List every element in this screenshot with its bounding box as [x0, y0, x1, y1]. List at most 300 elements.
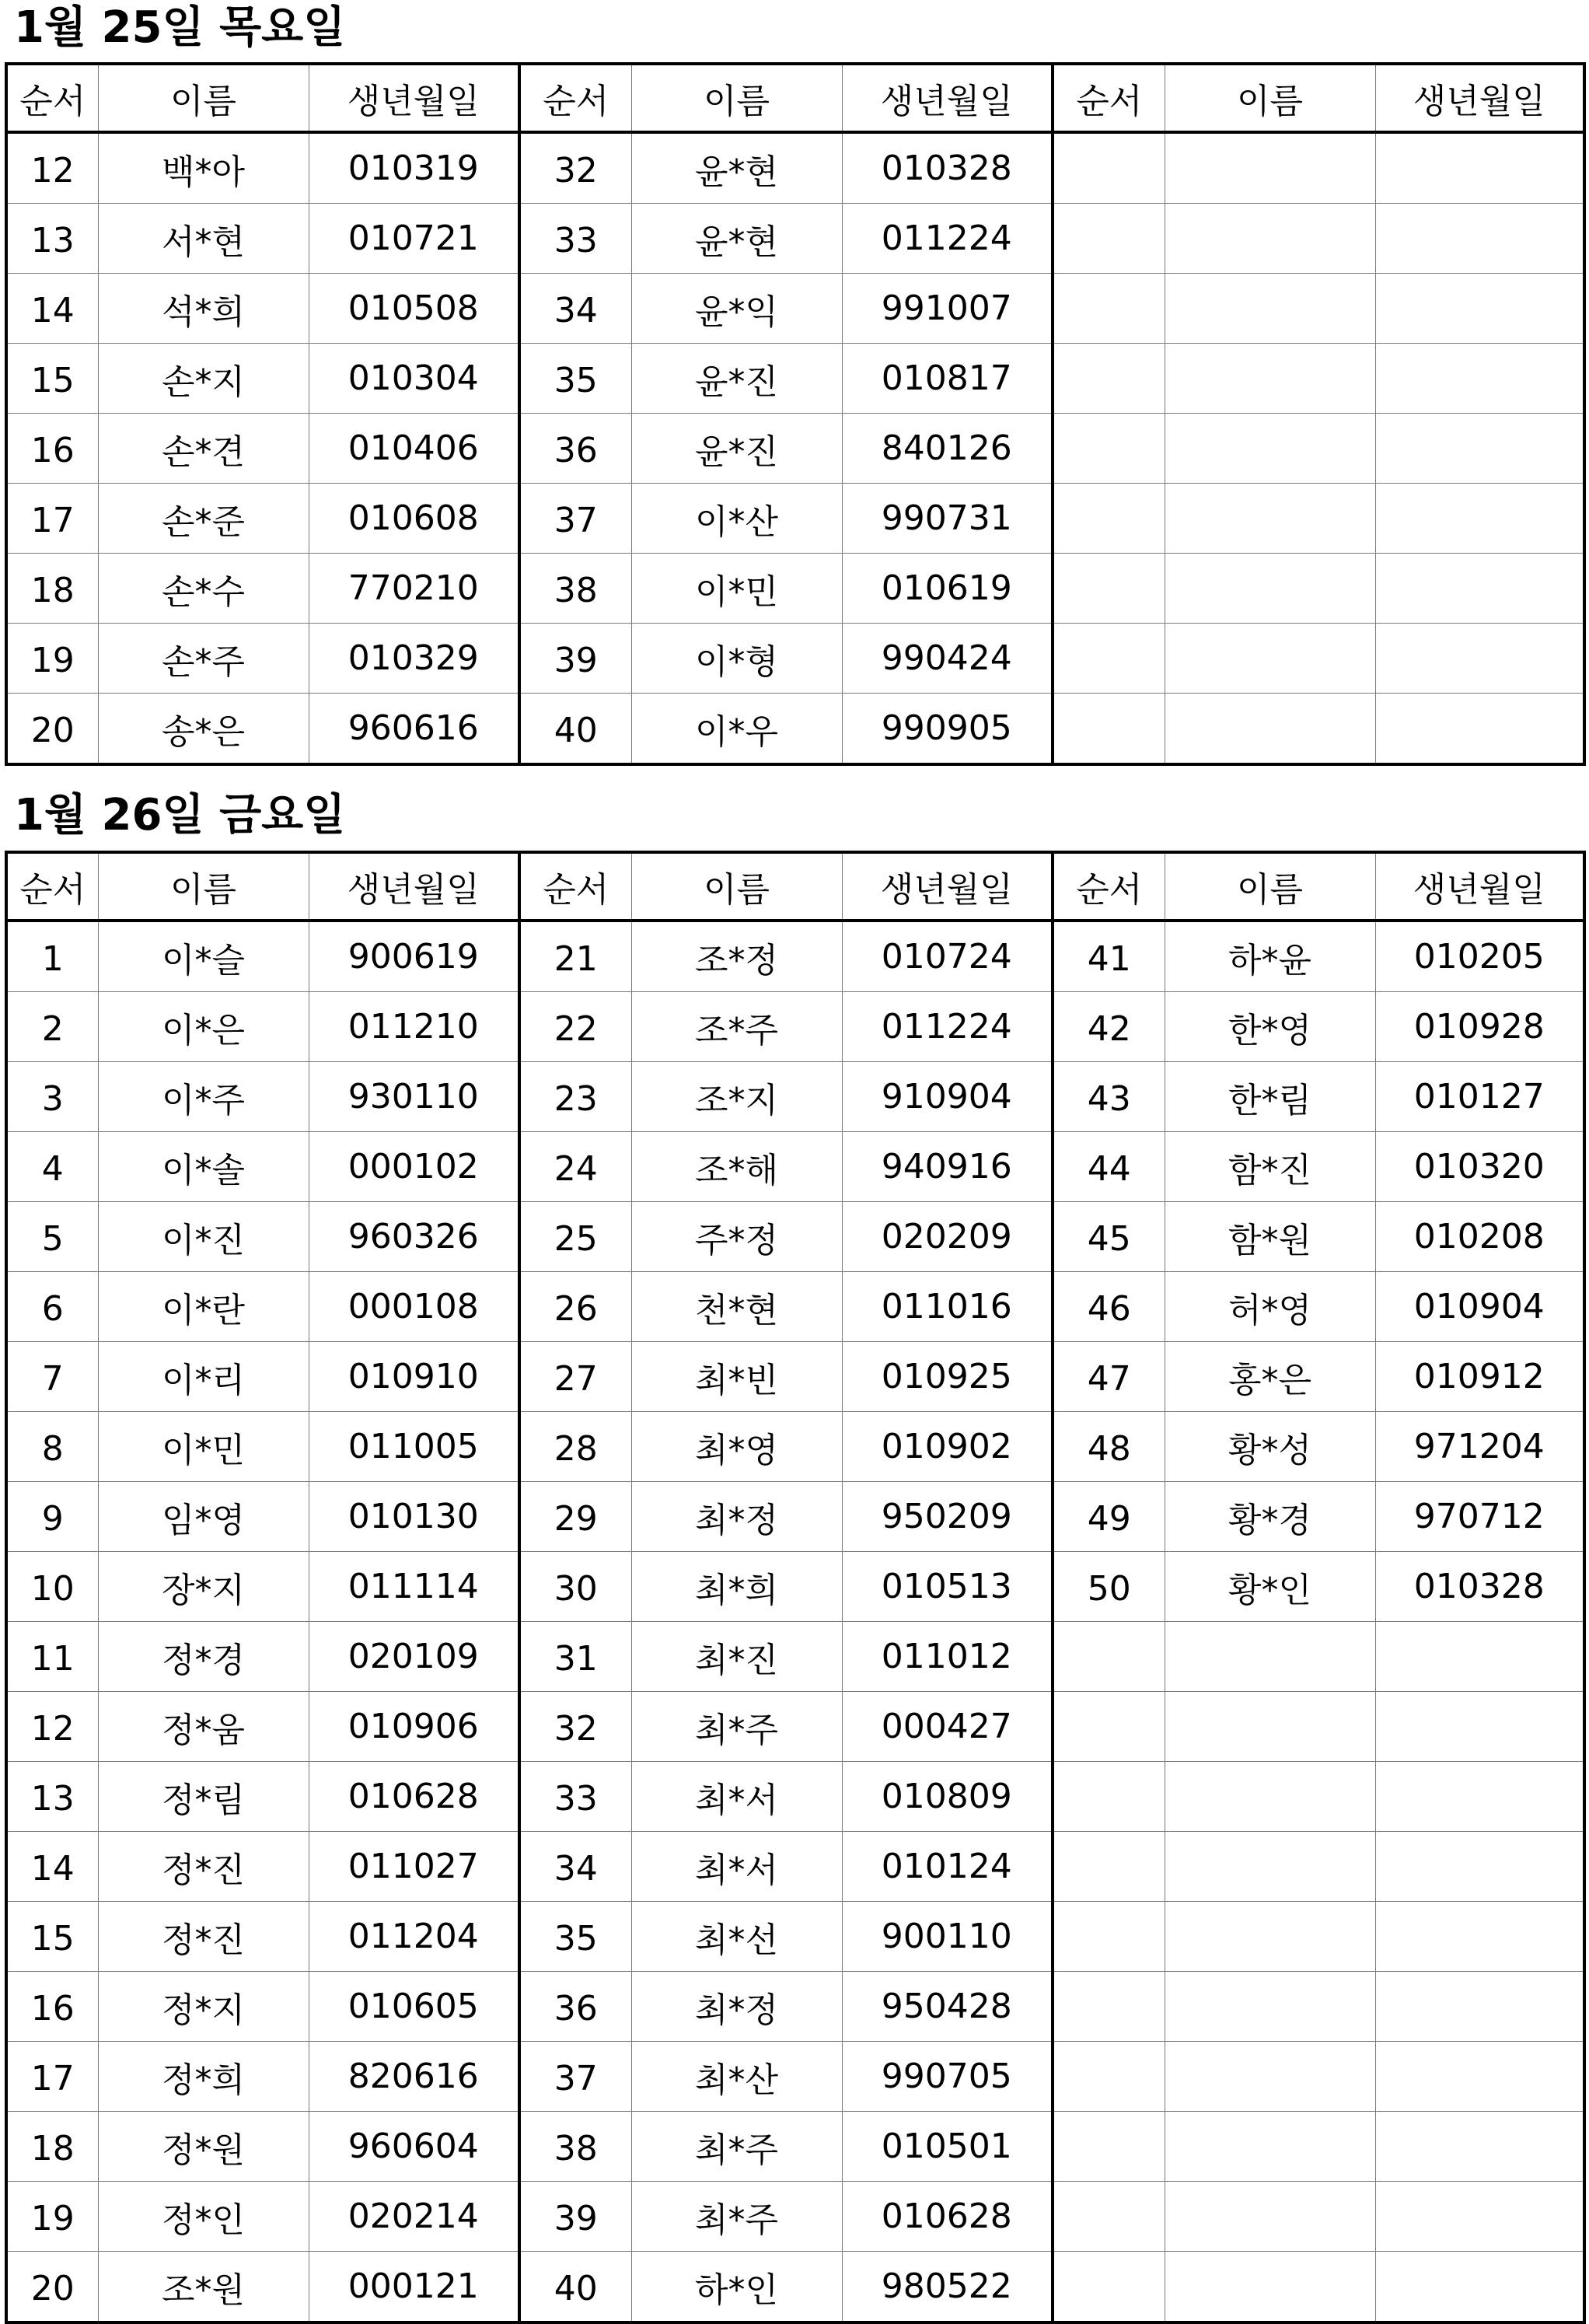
- name-cell: 윤*현: [631, 132, 842, 204]
- order-cell: 18: [6, 2112, 98, 2182]
- order-cell: [1053, 204, 1165, 274]
- birthdate-cell: 010817: [842, 344, 1053, 414]
- birthdate-cell: 010329: [309, 624, 519, 694]
- name-cell: [1165, 1832, 1375, 1902]
- order-header: 순서: [6, 852, 98, 921]
- table-row: [6, 1692, 1584, 1762]
- birthdate-cell: 011005: [309, 1412, 519, 1482]
- birthdate-cell: [1375, 1972, 1584, 2042]
- name-cell: 손*준: [98, 484, 309, 554]
- order-cell: 30: [519, 1552, 631, 1622]
- birthdate-header: 생년월일: [1375, 852, 1584, 921]
- name-cell: 윤*진: [631, 414, 842, 484]
- order-cell: 44: [1053, 1132, 1165, 1202]
- order-cell: 36: [519, 414, 631, 484]
- birthdate-cell: 011114: [309, 1552, 519, 1622]
- name-cell: 조*원: [98, 2252, 309, 2323]
- birthdate-cell: [1375, 2042, 1584, 2112]
- birthdate-cell: 010605: [309, 1972, 519, 2042]
- table-row: [6, 554, 1584, 624]
- name-cell: 정*진: [98, 1902, 309, 1972]
- table-row: [6, 1552, 1584, 1622]
- name-cell: 조*정: [631, 921, 842, 992]
- birthdate-cell: 010721: [309, 204, 519, 274]
- name-cell: 이*진: [98, 1202, 309, 1272]
- order-cell: 33: [519, 204, 631, 274]
- table-row: [6, 1272, 1584, 1342]
- birthdate-cell: 990424: [842, 624, 1053, 694]
- name-cell: 정*지: [98, 1972, 309, 2042]
- order-cell: 19: [6, 2182, 98, 2252]
- order-cell: 39: [519, 2182, 631, 2252]
- birthdate-cell: [1375, 694, 1584, 765]
- roster-table-jan-26: [5, 851, 1586, 2324]
- name-cell: [1165, 344, 1375, 414]
- name-cell: [1165, 132, 1375, 204]
- order-cell: 38: [519, 2112, 631, 2182]
- birthdate-cell: 990731: [842, 484, 1053, 554]
- birthdate-cell: 010328: [1375, 1552, 1584, 1622]
- order-cell: [1053, 344, 1165, 414]
- order-cell: 35: [519, 344, 631, 414]
- name-cell: 한*림: [1165, 1062, 1375, 1132]
- name-cell: [1165, 204, 1375, 274]
- birthdate-cell: [1375, 1692, 1584, 1762]
- order-cell: [1053, 1972, 1165, 2042]
- order-cell: 49: [1053, 1482, 1165, 1552]
- birthdate-cell: [1375, 2112, 1584, 2182]
- name-cell: 최*주: [631, 2112, 842, 2182]
- order-cell: 19: [6, 624, 98, 694]
- name-cell: 정*인: [98, 2182, 309, 2252]
- name-cell: [1165, 414, 1375, 484]
- table-row: [6, 1972, 1584, 2042]
- birthdate-cell: 010205: [1375, 921, 1584, 992]
- birthdate-cell: [1375, 132, 1584, 204]
- birthdate-cell: [1375, 624, 1584, 694]
- birthdate-cell: 010902: [842, 1412, 1053, 1482]
- order-cell: [1053, 1622, 1165, 1692]
- order-cell: [1053, 2112, 1165, 2182]
- order-cell: 40: [519, 2252, 631, 2323]
- name-cell: 최*주: [631, 2182, 842, 2252]
- name-cell: 서*현: [98, 204, 309, 274]
- birthdate-cell: [1375, 344, 1584, 414]
- order-cell: [1053, 274, 1165, 344]
- birthdate-cell: 010904: [1375, 1272, 1584, 1342]
- table-row: [6, 1902, 1584, 1972]
- name-cell: [1165, 1902, 1375, 1972]
- day-title-jan-26: 1월 26일 금요일: [14, 790, 346, 840]
- birthdate-header: 생년월일: [842, 852, 1053, 921]
- table-row: [6, 1342, 1584, 1412]
- order-header: 순서: [519, 64, 631, 132]
- birthdate-cell: [1375, 2182, 1584, 2252]
- order-cell: 33: [519, 1762, 631, 1832]
- birthdate-cell: 991007: [842, 274, 1053, 344]
- name-cell: 한*영: [1165, 992, 1375, 1062]
- name-cell: 조*지: [631, 1062, 842, 1132]
- order-cell: 17: [6, 2042, 98, 2112]
- name-cell: 백*아: [98, 132, 309, 204]
- birthdate-cell: 010127: [1375, 1062, 1584, 1132]
- order-cell: [1053, 2182, 1165, 2252]
- order-cell: 12: [6, 132, 98, 204]
- order-cell: 4: [6, 1132, 98, 1202]
- table-row: [6, 1622, 1584, 1692]
- order-cell: [1053, 624, 1165, 694]
- table-row: [6, 1412, 1584, 1482]
- order-cell: 37: [519, 484, 631, 554]
- order-header: 순서: [519, 852, 631, 921]
- order-cell: 31: [519, 1622, 631, 1692]
- order-cell: 10: [6, 1552, 98, 1622]
- order-cell: [1053, 1762, 1165, 1832]
- order-cell: 32: [519, 1692, 631, 1762]
- birthdate-header: 생년월일: [842, 64, 1053, 132]
- birthdate-cell: 010508: [309, 274, 519, 344]
- table-row: [6, 1202, 1584, 1272]
- birthdate-cell: 930110: [309, 1062, 519, 1132]
- table-row: [6, 1832, 1584, 1902]
- name-header: 이름: [631, 852, 842, 921]
- birthdate-cell: 011224: [842, 992, 1053, 1062]
- name-cell: 이*민: [98, 1412, 309, 1482]
- table-row: [6, 2252, 1584, 2323]
- name-cell: 송*은: [98, 694, 309, 765]
- name-header: 이름: [1165, 852, 1375, 921]
- birthdate-cell: 010628: [309, 1762, 519, 1832]
- birthdate-cell: 000121: [309, 2252, 519, 2323]
- birthdate-cell: 010906: [309, 1692, 519, 1762]
- name-cell: 최*진: [631, 1622, 842, 1692]
- table-row: [6, 2112, 1584, 2182]
- name-cell: 하*인: [631, 2252, 842, 2323]
- birthdate-cell: 840126: [842, 414, 1053, 484]
- birthdate-cell: [1375, 554, 1584, 624]
- name-cell: 윤*현: [631, 204, 842, 274]
- table-row: [6, 1482, 1584, 1552]
- name-cell: 황*인: [1165, 1552, 1375, 1622]
- table-row: [6, 204, 1584, 274]
- order-cell: 25: [519, 1202, 631, 1272]
- order-cell: 8: [6, 1412, 98, 1482]
- order-cell: 11: [6, 1622, 98, 1692]
- order-cell: 37: [519, 2042, 631, 2112]
- birthdate-cell: 010130: [309, 1482, 519, 1552]
- name-cell: 최*서: [631, 1762, 842, 1832]
- birthdate-cell: 900110: [842, 1902, 1053, 1972]
- order-cell: 38: [519, 554, 631, 624]
- name-cell: [1165, 624, 1375, 694]
- name-cell: 손*견: [98, 414, 309, 484]
- order-cell: 48: [1053, 1412, 1165, 1482]
- table-row: [6, 414, 1584, 484]
- birthdate-cell: 010809: [842, 1762, 1053, 1832]
- birthdate-cell: 011224: [842, 204, 1053, 274]
- name-cell: 이*형: [631, 624, 842, 694]
- order-cell: 14: [6, 1832, 98, 1902]
- birthdate-cell: 010208: [1375, 1202, 1584, 1272]
- order-cell: 36: [519, 1972, 631, 2042]
- name-cell: 이*우: [631, 694, 842, 765]
- name-cell: 임*영: [98, 1482, 309, 1552]
- order-header: 순서: [1053, 64, 1165, 132]
- birthdate-cell: 010319: [309, 132, 519, 204]
- name-cell: 최*영: [631, 1412, 842, 1482]
- birthdate-header: 생년월일: [309, 64, 519, 132]
- name-cell: 정*림: [98, 1762, 309, 1832]
- birthdate-cell: 820616: [309, 2042, 519, 2112]
- name-cell: 함*진: [1165, 1132, 1375, 1202]
- order-cell: 13: [6, 204, 98, 274]
- order-header: 순서: [6, 64, 98, 132]
- order-cell: 7: [6, 1342, 98, 1412]
- table-row: [6, 694, 1584, 765]
- name-cell: [1165, 1622, 1375, 1692]
- birthdate-cell: 010320: [1375, 1132, 1584, 1202]
- order-cell: 40: [519, 694, 631, 765]
- order-cell: 14: [6, 274, 98, 344]
- order-cell: 21: [519, 921, 631, 992]
- table-row: [6, 2042, 1584, 2112]
- name-cell: 손*수: [98, 554, 309, 624]
- name-cell: 이*산: [631, 484, 842, 554]
- order-header: 순서: [1053, 852, 1165, 921]
- order-cell: 23: [519, 1062, 631, 1132]
- order-cell: 28: [519, 1412, 631, 1482]
- birthdate-cell: 970712: [1375, 1482, 1584, 1552]
- name-cell: 윤*익: [631, 274, 842, 344]
- order-cell: 16: [6, 1972, 98, 2042]
- birthdate-cell: 010910: [309, 1342, 519, 1412]
- name-cell: 정*경: [98, 1622, 309, 1692]
- order-cell: [1053, 2042, 1165, 2112]
- birthdate-cell: 900619: [309, 921, 519, 992]
- name-cell: 최*주: [631, 1692, 842, 1762]
- birthdate-cell: 000427: [842, 1692, 1053, 1762]
- table-row: [6, 132, 1584, 204]
- birthdate-cell: 010724: [842, 921, 1053, 992]
- birthdate-cell: 020109: [309, 1622, 519, 1692]
- name-cell: 최*선: [631, 1902, 842, 1972]
- order-cell: 20: [6, 694, 98, 765]
- day-title-jan-25: 1월 25일 목요일: [14, 2, 346, 53]
- order-cell: [1053, 2252, 1165, 2323]
- order-cell: 45: [1053, 1202, 1165, 1272]
- order-cell: 9: [6, 1482, 98, 1552]
- order-cell: 32: [519, 132, 631, 204]
- table-row: [6, 992, 1584, 1062]
- birthdate-cell: [1375, 1762, 1584, 1832]
- order-cell: 34: [519, 1832, 631, 1902]
- name-cell: 정*원: [98, 2112, 309, 2182]
- name-cell: [1165, 1972, 1375, 2042]
- name-header: 이름: [98, 64, 309, 132]
- name-cell: 이*란: [98, 1272, 309, 1342]
- birthdate-cell: 011012: [842, 1622, 1053, 1692]
- birthdate-cell: 010513: [842, 1552, 1053, 1622]
- order-cell: 2: [6, 992, 98, 1062]
- table-row: [6, 1132, 1584, 1202]
- birthdate-cell: 011027: [309, 1832, 519, 1902]
- name-cell: 정*움: [98, 1692, 309, 1762]
- birthdate-cell: 980522: [842, 2252, 1053, 2323]
- order-cell: 34: [519, 274, 631, 344]
- birthdate-cell: 960604: [309, 2112, 519, 2182]
- name-cell: 주*정: [631, 1202, 842, 1272]
- order-cell: 18: [6, 554, 98, 624]
- order-cell: 12: [6, 1692, 98, 1762]
- name-cell: 함*원: [1165, 1202, 1375, 1272]
- name-cell: 최*정: [631, 1972, 842, 2042]
- table-row: [6, 344, 1584, 414]
- birthdate-cell: 020214: [309, 2182, 519, 2252]
- birthdate-cell: [1375, 1832, 1584, 1902]
- name-cell: 정*진: [98, 1832, 309, 1902]
- birthdate-cell: [1375, 2252, 1584, 2323]
- birthdate-cell: 910904: [842, 1062, 1053, 1132]
- birthdate-cell: 010925: [842, 1342, 1053, 1412]
- order-cell: [1053, 694, 1165, 765]
- name-cell: 최*빈: [631, 1342, 842, 1412]
- table-row: [6, 624, 1584, 694]
- header-row: [6, 64, 1584, 132]
- name-cell: 조*해: [631, 1132, 842, 1202]
- name-cell: 이*솔: [98, 1132, 309, 1202]
- name-cell: [1165, 1762, 1375, 1832]
- birthdate-cell: [1375, 274, 1584, 344]
- order-cell: 24: [519, 1132, 631, 1202]
- birthdate-cell: 010304: [309, 344, 519, 414]
- name-cell: [1165, 694, 1375, 765]
- birthdate-cell: 011016: [842, 1272, 1053, 1342]
- order-cell: [1053, 414, 1165, 484]
- birthdate-cell: [1375, 204, 1584, 274]
- birthdate-header: 생년월일: [309, 852, 519, 921]
- order-cell: 3: [6, 1062, 98, 1132]
- birthdate-cell: 010328: [842, 132, 1053, 204]
- name-cell: 이*리: [98, 1342, 309, 1412]
- birthdate-cell: 010124: [842, 1832, 1053, 1902]
- birthdate-cell: [1375, 1902, 1584, 1972]
- birthdate-cell: 020209: [842, 1202, 1053, 1272]
- order-cell: 22: [519, 992, 631, 1062]
- birthdate-header: 생년월일: [1375, 64, 1584, 132]
- birthdate-cell: 010928: [1375, 992, 1584, 1062]
- name-cell: 석*희: [98, 274, 309, 344]
- name-cell: [1165, 2042, 1375, 2112]
- birthdate-cell: 010619: [842, 554, 1053, 624]
- order-cell: 16: [6, 414, 98, 484]
- name-cell: [1165, 2182, 1375, 2252]
- name-cell: 이*주: [98, 1062, 309, 1132]
- name-header: 이름: [631, 64, 842, 132]
- name-cell: 정*희: [98, 2042, 309, 2112]
- name-cell: [1165, 484, 1375, 554]
- order-cell: 47: [1053, 1342, 1165, 1412]
- birthdate-cell: 011204: [309, 1902, 519, 1972]
- name-cell: 천*현: [631, 1272, 842, 1342]
- birthdate-cell: 990705: [842, 2042, 1053, 2112]
- name-cell: 최*서: [631, 1832, 842, 1902]
- birthdate-cell: 990905: [842, 694, 1053, 765]
- name-header: 이름: [1165, 64, 1375, 132]
- birthdate-cell: 770210: [309, 554, 519, 624]
- order-cell: 29: [519, 1482, 631, 1552]
- name-cell: [1165, 554, 1375, 624]
- order-cell: 20: [6, 2252, 98, 2323]
- birthdate-cell: 010501: [842, 2112, 1053, 2182]
- order-cell: 1: [6, 921, 98, 992]
- birthdate-cell: 960326: [309, 1202, 519, 1272]
- order-cell: 5: [6, 1202, 98, 1272]
- birthdate-cell: 971204: [1375, 1412, 1584, 1482]
- birthdate-cell: 010406: [309, 414, 519, 484]
- birthdate-cell: 000108: [309, 1272, 519, 1342]
- roster-table-jan-25: [5, 62, 1586, 766]
- order-cell: 35: [519, 1902, 631, 1972]
- birthdate-cell: [1375, 484, 1584, 554]
- order-cell: 6: [6, 1272, 98, 1342]
- name-cell: 허*영: [1165, 1272, 1375, 1342]
- name-cell: 이*민: [631, 554, 842, 624]
- name-header: 이름: [98, 852, 309, 921]
- name-cell: 황*성: [1165, 1412, 1375, 1482]
- order-cell: [1053, 1832, 1165, 1902]
- order-cell: 27: [519, 1342, 631, 1412]
- name-cell: [1165, 1692, 1375, 1762]
- name-cell: 윤*진: [631, 344, 842, 414]
- order-cell: 17: [6, 484, 98, 554]
- name-cell: [1165, 274, 1375, 344]
- order-cell: 42: [1053, 992, 1165, 1062]
- name-cell: 손*지: [98, 344, 309, 414]
- table-row: [6, 484, 1584, 554]
- name-cell: 최*정: [631, 1482, 842, 1552]
- name-cell: [1165, 2252, 1375, 2323]
- birthdate-cell: 010608: [309, 484, 519, 554]
- order-cell: 46: [1053, 1272, 1165, 1342]
- table-row: [6, 274, 1584, 344]
- order-cell: 41: [1053, 921, 1165, 992]
- birthdate-cell: 011210: [309, 992, 519, 1062]
- birthdate-cell: [1375, 414, 1584, 484]
- order-cell: 13: [6, 1762, 98, 1832]
- name-cell: 조*주: [631, 992, 842, 1062]
- name-cell: [1165, 2112, 1375, 2182]
- birthdate-cell: 960616: [309, 694, 519, 765]
- birthdate-cell: 010628: [842, 2182, 1053, 2252]
- birthdate-cell: 010912: [1375, 1342, 1584, 1412]
- name-cell: 손*주: [98, 624, 309, 694]
- name-cell: 이*은: [98, 992, 309, 1062]
- order-cell: [1053, 554, 1165, 624]
- name-cell: 최*산: [631, 2042, 842, 2112]
- order-cell: [1053, 1902, 1165, 1972]
- order-cell: [1053, 1692, 1165, 1762]
- name-cell: 최*희: [631, 1552, 842, 1622]
- order-cell: 15: [6, 344, 98, 414]
- name-cell: 이*슬: [98, 921, 309, 992]
- order-cell: 15: [6, 1902, 98, 1972]
- birthdate-cell: 950209: [842, 1482, 1053, 1552]
- table-row: [6, 1062, 1584, 1132]
- name-cell: 황*경: [1165, 1482, 1375, 1552]
- table-row: [6, 921, 1584, 992]
- birthdate-cell: 950428: [842, 1972, 1053, 2042]
- name-cell: 장*지: [98, 1552, 309, 1622]
